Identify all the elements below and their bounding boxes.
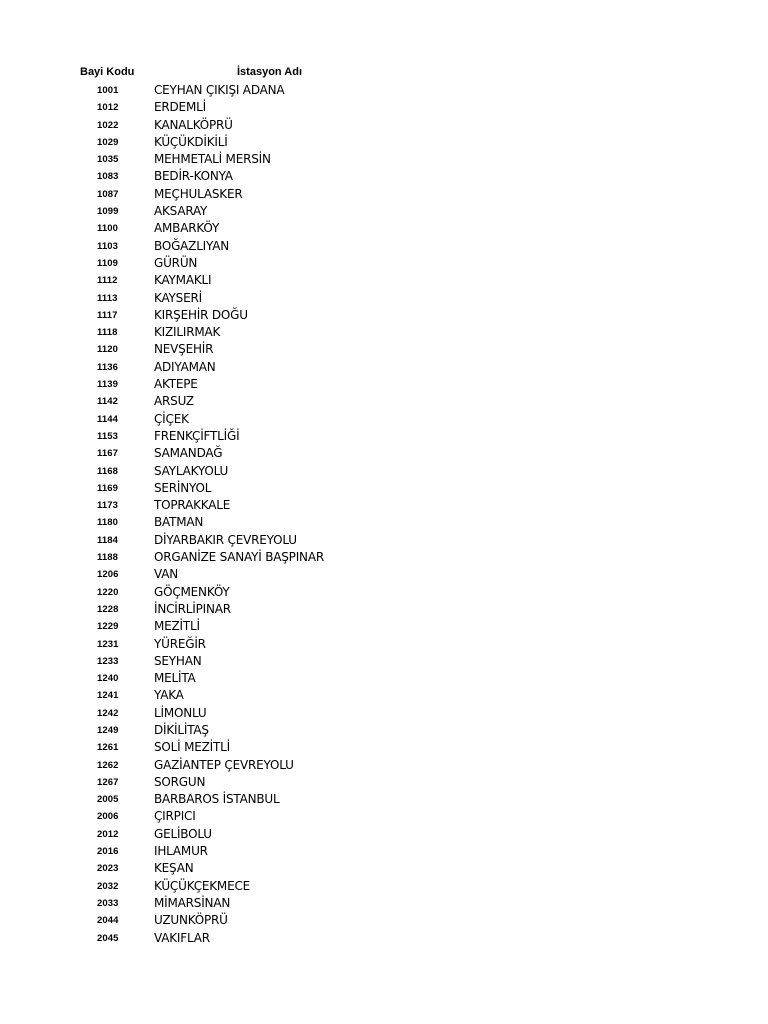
dealer-code: 1022 [97, 119, 119, 131]
table-row [0, 618, 768, 635]
dealer-code: 1261 [97, 742, 119, 754]
table-row [0, 151, 768, 168]
table-row [0, 324, 768, 341]
table-row [0, 549, 768, 566]
station-name: KÜÇÜKÇEKMECE [154, 878, 251, 893]
table-row [0, 514, 768, 531]
dealer-code: 2032 [97, 880, 119, 892]
station-name: LİMONLU [154, 705, 207, 720]
station-name: NEVŞEHİR [154, 342, 214, 357]
dealer-code: 1001 [97, 85, 119, 96]
table-row [0, 774, 768, 791]
dealer-code: 1184 [97, 534, 119, 546]
table-row [0, 238, 768, 255]
table-row [0, 601, 768, 618]
table-row [0, 428, 768, 445]
table-row [0, 687, 768, 704]
station-name: MELİTA [154, 671, 196, 686]
table-row [0, 168, 768, 185]
table-row [0, 341, 768, 358]
station-name: BEDİR-KONYA [154, 169, 233, 184]
table-row [0, 203, 768, 220]
station-name: SORGUN [154, 774, 206, 789]
dealer-code: 1139 [97, 379, 119, 391]
table-row [0, 912, 768, 929]
station-name: SOLİ MEZİTLİ [154, 740, 230, 755]
table-row [0, 134, 768, 151]
dealer-code: 1241 [97, 690, 119, 702]
dealer-code: 1144 [97, 413, 119, 425]
dealer-code: 1229 [97, 621, 119, 633]
table-row [0, 895, 768, 912]
dealer-code: 1167 [97, 448, 119, 460]
dealer-code: 1206 [97, 569, 119, 581]
table-row [0, 272, 768, 289]
station-name: ADIYAMAN [154, 359, 216, 374]
station-name: DİKİLİTAŞ [154, 722, 209, 737]
station-name: GELİBOLU [154, 826, 212, 841]
station-name: ÇİÇEK [154, 411, 189, 426]
table-row [0, 359, 768, 376]
dealer-code: 2033 [97, 897, 119, 909]
station-name: MEZİTLİ [154, 619, 200, 634]
table-row [0, 82, 768, 99]
dealer-code: 1188 [97, 552, 119, 564]
dealer-code: 2023 [97, 863, 119, 875]
dealer-code: 2005 [97, 794, 119, 806]
dealer-code: 1228 [97, 603, 119, 615]
dealer-code: 1035 [97, 154, 119, 166]
dealer-code: 1267 [97, 776, 119, 788]
table-row [0, 705, 768, 722]
station-name: UZUNKÖPRÜ [154, 913, 228, 928]
station-name: KAYSERİ [154, 290, 202, 305]
station-name: CEYHAN ÇIKIŞI ADANA [154, 83, 285, 97]
dealer-code: 1120 [97, 344, 119, 356]
station-name: SEYHAN [154, 653, 202, 668]
station-name: KIZILIRMAK [154, 325, 221, 340]
table-row [0, 186, 768, 203]
station-name: FRENKÇİFTLİĞİ [154, 428, 240, 443]
station-name: BOĞAZLIYAN [154, 238, 230, 253]
dealer-code: 1087 [97, 188, 119, 200]
station-name: AKTEPE [154, 377, 198, 392]
table-row [0, 670, 768, 687]
table-row [0, 584, 768, 601]
dealer-code: 1249 [97, 724, 119, 736]
station-name: İNCİRLİPINAR [154, 601, 231, 616]
station-name: MİMARSİNAN [154, 895, 231, 910]
station-name: KIRŞEHİR DOĞU [154, 307, 248, 322]
table-row [0, 220, 768, 237]
column-header-code: Bayi Kodu [80, 66, 135, 78]
station-name: BARBAROS İSTANBUL [154, 792, 280, 807]
table-row [0, 722, 768, 739]
station-name: DİYARBAKIR ÇEVREYOLU [154, 532, 297, 547]
station-name: GÖÇMENKÖY [154, 584, 230, 599]
dealer-code: 1240 [97, 673, 119, 685]
station-name: ÇIRPICI [154, 809, 196, 824]
station-name: KAYMAKLI [154, 273, 212, 288]
table-row [0, 117, 768, 134]
station-name: SAMANDAĞ [154, 446, 223, 461]
dealer-code: 1100 [97, 223, 119, 235]
dealer-code: 1168 [97, 465, 119, 477]
dealer-code: 1231 [97, 638, 119, 650]
table-row [0, 307, 768, 324]
dealer-code: 1118 [97, 327, 118, 339]
dealer-code: 1233 [97, 655, 119, 667]
station-name: AKSARAY [154, 204, 208, 219]
table-row [0, 255, 768, 272]
dealer-code: 1029 [97, 136, 119, 148]
dealer-code: 2006 [97, 811, 119, 823]
table-row [0, 566, 768, 583]
station-name: BATMAN [154, 515, 204, 530]
table-row [0, 808, 768, 825]
dealer-code: 2044 [97, 915, 119, 927]
station-name: ERDEMLİ [154, 100, 206, 115]
table-row [0, 930, 768, 947]
dealer-code: 1109 [97, 257, 119, 269]
dealer-code: 1242 [97, 707, 119, 719]
station-list [0, 82, 768, 947]
column-header-name: İstasyon Adı [237, 66, 302, 78]
station-name: VAN [154, 567, 179, 582]
station-name: TOPRAKKALE [154, 498, 231, 513]
station-name: SERİNYOL [154, 480, 212, 495]
station-name: GAZİANTEP ÇEVREYOLU [154, 757, 294, 772]
dealer-code: 1142 [97, 396, 119, 408]
table-row [0, 757, 768, 774]
table-row [0, 290, 768, 307]
dealer-code: 1112 [97, 275, 118, 287]
station-name: SAYLAKYOLU [154, 463, 229, 478]
station-name: IHLAMUR [154, 844, 208, 859]
station-name: MEHMETALİ MERSİN [154, 152, 271, 167]
dealer-code: 1220 [97, 586, 119, 598]
dealer-code: 1012 [97, 102, 119, 114]
dealer-code: 1136 [97, 361, 119, 373]
dealer-code: 1083 [97, 171, 119, 183]
dealer-code: 2016 [97, 846, 119, 858]
dealer-code: 2045 [97, 932, 119, 944]
station-name: KÜÇÜKDİKİLİ [154, 134, 228, 149]
dealer-code: 1103 [97, 240, 119, 252]
station-name: MEÇHULASKER [154, 186, 243, 201]
station-name: GÜRÜN [154, 255, 198, 270]
station-name: KANALKÖPRÜ [154, 117, 233, 132]
dealer-code: 1173 [97, 500, 119, 512]
table-row [0, 860, 768, 877]
dealer-code: 1262 [97, 759, 119, 771]
table-row [0, 843, 768, 860]
table-row [0, 878, 768, 895]
table-row [0, 463, 768, 480]
dealer-code: 1113 [97, 292, 118, 304]
station-name: YÜREĞİR [154, 636, 206, 651]
table-row [0, 99, 768, 116]
station-name: ORGANİZE SANAYİ BAŞPINAR [154, 550, 324, 565]
station-name: KEŞAN [154, 861, 194, 876]
dealer-code: 1117 [97, 309, 118, 321]
table-row [0, 826, 768, 843]
table-row [0, 739, 768, 756]
station-name: VAKIFLAR [154, 930, 210, 945]
station-name: ARSUZ [154, 394, 194, 409]
table-header [0, 66, 768, 82]
table-row [0, 411, 768, 428]
table-row [0, 791, 768, 808]
table-row [0, 497, 768, 514]
station-name: YAKA [154, 688, 184, 703]
table-row [0, 653, 768, 670]
table-row [0, 376, 768, 393]
table-row [0, 480, 768, 497]
dealer-code: 1153 [97, 430, 119, 442]
table-row [0, 532, 768, 549]
dealer-code: 2012 [97, 828, 119, 840]
dealer-code: 1180 [97, 517, 119, 529]
dealer-code: 1169 [97, 482, 119, 494]
table-row [0, 636, 768, 653]
table-row [0, 445, 768, 462]
dealer-code: 1099 [97, 206, 119, 218]
table-row [0, 393, 768, 410]
station-name: AMBARKÖY [154, 221, 220, 236]
